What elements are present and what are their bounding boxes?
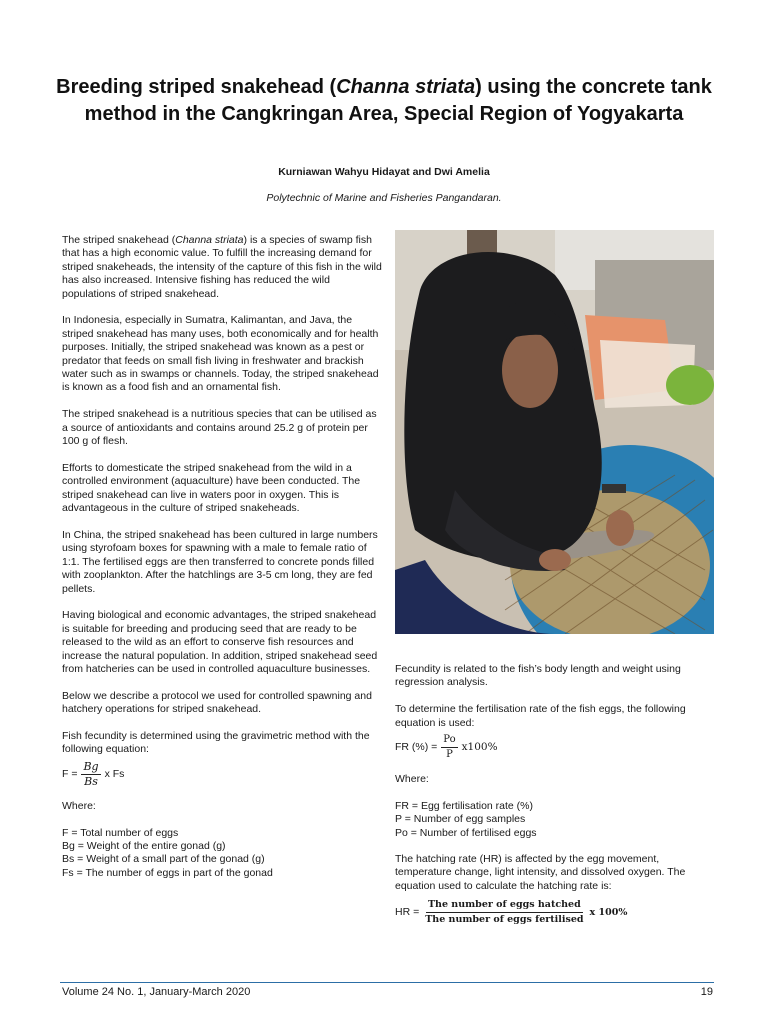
equation-rhs: x100% <box>461 740 498 753</box>
paragraph-fecundity: Fish fecundity is determined using the gravimetric method with the following equation: <box>62 729 370 756</box>
paragraph-nutrition: The striped snakehead is a nutritious species that can be utilised as a source of antioxidants and contains around 25.2 g of protein per 100 g of flesh. <box>62 408 377 448</box>
definition-item: FR = Egg fertilisation rate (%) <box>395 799 534 812</box>
fraction-denominator: The number of eggs fertilised <box>425 914 584 926</box>
where-label: Where: <box>395 773 429 786</box>
title-part1: Breeding striped snakehead ( <box>56 76 337 98</box>
fecundity-equation <box>62 761 384 788</box>
paragraph-china: In China, the striped snakehead has been cultured in large numbers using styrofoam boxes for spawning with a male to female ratio of 1:1. The fertilised eggs are then transferred to concrete ponds filled with zooplankton. After the hatchlings are 3-5 cm long, they are fed pellets. <box>62 528 378 595</box>
article-title <box>40 74 728 128</box>
paragraph-indonesia: In Indonesia, especially in Sumatra, Kalimantan, and Java, the striped snakehead has many uses, both economically and for health purposes. Initially, the striped snakehead was known as a pest or predator that feeds on small fish living in freshwater and brackish water such as in swamps or channels. Today, the striped snakehead is known as a food fish and an ornamental fish. <box>62 314 379 394</box>
right-column <box>395 663 715 938</box>
title-part2: ) using the concrete tank method in the Cangkringan Area, Special Region of Yogyakarta <box>84 76 712 125</box>
photo-woman-holding-snakehead-fish <box>395 230 714 634</box>
equation-fraction <box>423 899 585 926</box>
equation-rhs: x Fs <box>104 767 125 780</box>
equation-lhs: HR = <box>395 906 420 919</box>
equation-fraction <box>81 761 100 788</box>
equation-fraction <box>441 734 457 761</box>
left-column <box>62 234 384 880</box>
fertilisation-equation <box>395 734 715 761</box>
affiliation: Polytechnic of Marine and Fisheries Pangandaran. <box>266 192 502 204</box>
where-label: Where: <box>62 799 96 812</box>
paragraph-regression: Fecundity is related to the fish’s body length and weight using regression analysis. <box>395 663 681 689</box>
equation-rhs: x 100% <box>589 907 628 919</box>
fraction-denominator: P <box>446 749 453 761</box>
definition-item: P = Number of egg samples <box>395 813 526 826</box>
definition-item: Bs = Weight of a small part of the gonad (g) <box>62 853 265 866</box>
footer-page-number: 19 <box>700 986 713 998</box>
authors: Kurniawan Wahyu Hidayat and Dwi Amelia <box>278 166 490 178</box>
footer-rule <box>60 982 714 983</box>
title-species: Channa striata <box>336 76 476 98</box>
paragraph-fertilisation: To determine the fertilisation rate of the fish eggs, the following equation is used: <box>395 703 686 729</box>
equation-lhs: F = <box>62 767 78 780</box>
fraction-numerator: Po <box>441 734 457 748</box>
fraction-numerator: Bg <box>83 759 99 773</box>
photo-illustration <box>395 230 714 634</box>
definition-item: Fs = The number of eggs in part of the gonad <box>62 866 273 879</box>
fertilisation-definitions <box>395 800 715 840</box>
paragraph-hatching: The hatching rate (HR) is affected by the egg movement, temperature change, light intensity, and dissolved oxygen. The equation used to calculate the hatching rate is: <box>395 853 686 892</box>
definition-item: Bg = Weight of the entire gonad (g) <box>62 839 226 852</box>
paragraph-protocol: Below we describe a protocol we used for controlled spawning and hatchery operations for striped snakehead. <box>62 689 372 716</box>
paragraph-advantages: Having biological and economic advantages, the striped snakehead is suitable for breeding and producing seed that are ready to be released to the wild as an effort to conserve fish resources and increase the natural population. In addition, striped snakehead seed from hatcheries can be used in controlled aquaculture businesses. <box>62 609 378 675</box>
intro-species: Channa striata <box>175 234 244 246</box>
hatching-equation <box>395 899 715 926</box>
paragraph-intro <box>62 234 384 301</box>
intro-text-a: The striped snakehead ( <box>62 234 176 246</box>
intro-text-b: ) is a species of swamp fish that has a high economic value. To fulfill the increasing demand for striped snakeheads, the intensity of the capture of this fish in the wild has also increased. Intensive fishing has reduced the wild populations of striped snakehead. <box>62 234 382 300</box>
paragraph-domestication: Efforts to domesticate the striped snakehead from the wild in a controlled environment (aquaculture) have been conducted. The striped snakehead can live in waters poor in oxygen. This is advantageous in the culture of striped snakeheads. <box>62 461 361 515</box>
fecundity-definitions <box>62 827 384 881</box>
fraction-denominator: Bs <box>84 774 98 788</box>
fraction-numerator: The number of eggs hatched <box>426 899 583 913</box>
definition-item: F = Total number of eggs <box>62 826 179 839</box>
definition-item: Po = Number of fertilised eggs <box>395 826 537 839</box>
equation-lhs: FR (%) = <box>395 740 438 753</box>
footer-volume: Volume 24 No. 1, January-March 2020 <box>62 986 251 998</box>
